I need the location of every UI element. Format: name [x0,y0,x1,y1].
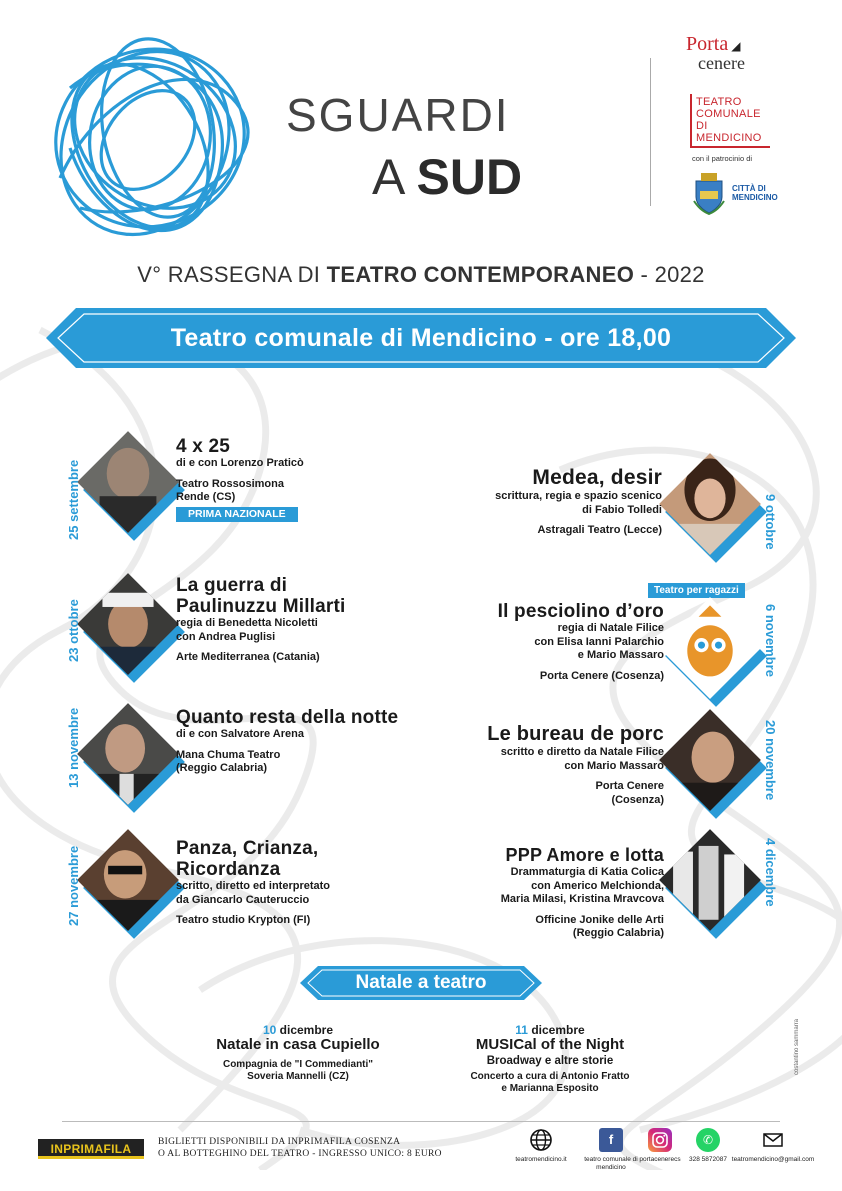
natale-month: dicembre [276,1023,334,1037]
event-company: Porta Cenere (Cosenza) [539,669,664,682]
date-25-settembre: 25 settembre [66,459,81,540]
event-company: Porta Cenere [595,780,664,792]
portacenere-a: Porta [686,33,729,55]
event-credit-3: Maria Milasi, Kristina Mravcova [500,893,664,905]
title-sud: SUD [416,149,523,205]
website-label: teatromendicino.it [515,1156,567,1163]
event-company-city: (Cosenza) [611,793,664,806]
event-credit-2: con Andrea Puglisi [176,630,276,643]
date-20-novembre: 20 novembre [763,720,778,801]
portacenere-b: cenere [698,53,745,73]
patrocinio-text: con il patrocinio di [692,154,753,163]
event-panza [176,838,330,928]
photo-credit: costantino sammarra [794,1018,800,1075]
city-crest-icon [692,171,726,215]
citta-mendicino [732,184,778,202]
scribble-logo [40,28,260,243]
event-company-city: (Reggio Calabria) [572,927,664,939]
natale-date [198,1024,398,1036]
date-4-dicembre: 4 dicembre [763,838,778,907]
event-ppp [384,845,664,941]
whatsapp-label: 328 5872087 [689,1156,727,1163]
event-title: Le bureau de porc [487,723,664,745]
globe-icon [529,1128,553,1152]
natale-company: Compagnia de "I Commedianti" [222,1059,374,1070]
natale-city: Soveria Mannelli (CZ) [247,1071,349,1082]
event-credit: Drammaturgia di Katia Colica [510,866,664,878]
natale-day: 10 [262,1023,277,1037]
instagram-label: portacenerecs [639,1156,681,1163]
ticket-info-2: O AL BOTTEGHINO DEL TEATRO - INGRESSO UNICO: 8 EURO [158,1149,442,1159]
event-pesciolino [404,601,664,683]
subtitle-suffix: - 2022 [634,262,705,287]
event-credit: regia di Natale Filice [557,622,664,634]
citta-a: CITTÀ DI [732,184,766,193]
event-company: Astragali Teatro (Lecce) [537,524,662,536]
prima-nazionale-badge: PRIMA NAZIONALE [176,507,298,523]
event-credit: scritto, diretto ed interpretato [176,880,331,892]
title-sguardi: SGUARDI [286,89,510,141]
event-company: Teatro Rossosimona [176,477,284,490]
natale-banner-text: Natale a teatro [355,972,487,993]
natale-credit: Concerto a cura di Antonio Fratto [470,1071,630,1082]
social-email[interactable] [730,1128,816,1164]
natale-credit-2: e Marianna Esposito [501,1083,599,1094]
date-13-novembre: 13 novembre [66,707,81,788]
event-4x25 [176,436,304,522]
event-company: Teatro studio Krypton (FI) [176,914,311,926]
facebook-label: teatro comunale di mendicino [584,1156,638,1171]
event-medea [402,466,662,538]
natale-month: dicembre [527,1023,585,1037]
mail-icon [761,1128,785,1152]
teatro-per-ragazzi-badge: Teatro per ragazzi [648,583,745,598]
event-title: Quanto resta della notte [176,707,399,728]
event-credit-2: con Mario Massaro [564,759,664,772]
event-company-city: Rende (CS) [176,491,236,503]
event-credit-2: con Americo Melchionda, [531,879,664,892]
event-company-city: (Reggio Calabria) [176,762,268,774]
ticket-info [158,1136,442,1160]
venue-banner-text: Teatro comunale di Mendicino - ore 18,00 [170,324,672,352]
natale-event-left [198,1024,398,1083]
event-credit-2: da Giancarlo Cauteruccio [176,893,310,906]
event-credit: regia di Benedetta Nicoletti [176,617,318,629]
event-company: Arte Mediterranea (Catania) [176,651,320,663]
title-a: A [372,149,403,205]
event-company: Mana Chuma Teatro [176,748,281,761]
instagram-icon [648,1128,672,1152]
event-la-guerra [176,575,346,665]
event-credit: di e con Lorenzo Praticò [176,457,304,469]
divider [650,58,651,206]
subtitle [0,262,842,288]
event-credit: scrittura, regia e spazio scenico [495,490,662,502]
event-credit: scritto e diretto da Natale Filice [500,746,664,758]
social-whatsapp[interactable] [680,1128,736,1164]
natale-title: MUSICal of the Night [475,1036,625,1053]
event-credit-3: e Mario Massaro [577,649,664,661]
citta-b: MENDICINO [732,193,778,202]
ticket-info-1: BIGLIETTI DISPONIBILI DA INPRIMAFILA COSENZA [158,1137,401,1147]
natale-subtitle: Broadway e altre storie [486,1055,614,1067]
whatsapp-icon: ✆ [696,1128,720,1152]
event-title-a: La guerra di [176,575,288,596]
title-a-sud [372,148,522,206]
subtitle-bold: TEATRO CONTEMPORANEO [326,262,635,287]
natale-title: Natale in casa Cupiello [216,1036,380,1053]
social-website[interactable] [496,1128,586,1164]
date-23-ottobre: 23 ottobre [66,599,81,662]
subtitle-prefix: V° RASSEGNA DI [137,262,327,287]
event-quanto-resta [176,707,398,776]
teatro-comunale-logo: TEATRO COMUNALE DI MENDICINO [690,94,770,148]
event-title: PPP Amore e lotta [505,845,664,865]
event-company: Officine Jonike delle Arti [535,913,664,926]
event-title-a: Panza, Crianza, [176,838,319,859]
event-title-b: Ricordanza [176,859,281,880]
event-credit: di e con Salvatore Arena [176,728,304,740]
event-credit-2: di Fabio Tolledi [582,503,662,516]
date-9-ottobre: 9 ottobre [763,494,778,550]
natale-event-right [450,1024,650,1095]
event-le-bureau [404,722,664,807]
footer-divider [62,1121,780,1122]
date-27-novembre: 27 novembre [66,845,81,926]
natale-date [450,1024,650,1036]
inprimafila-logo: INPRIMAFILA [38,1139,144,1159]
event-title: Medea, desir [532,466,662,489]
facebook-icon: f [599,1128,623,1152]
event-credit-2: con Elisa Ianni Palarchio [534,635,664,648]
event-title-b: Paulinuzzu Millarti [176,596,346,617]
portacenere-logo: Porta ◢ cenere [686,33,745,73]
event-title: 4 x 25 [176,436,231,457]
natale-day: 11 [515,1023,528,1037]
event-title: Il pesciolino d’oro [497,601,664,622]
date-6-novembre: 6 novembre [763,604,778,677]
email-label: teatromendicino@gmail.com [731,1156,815,1163]
